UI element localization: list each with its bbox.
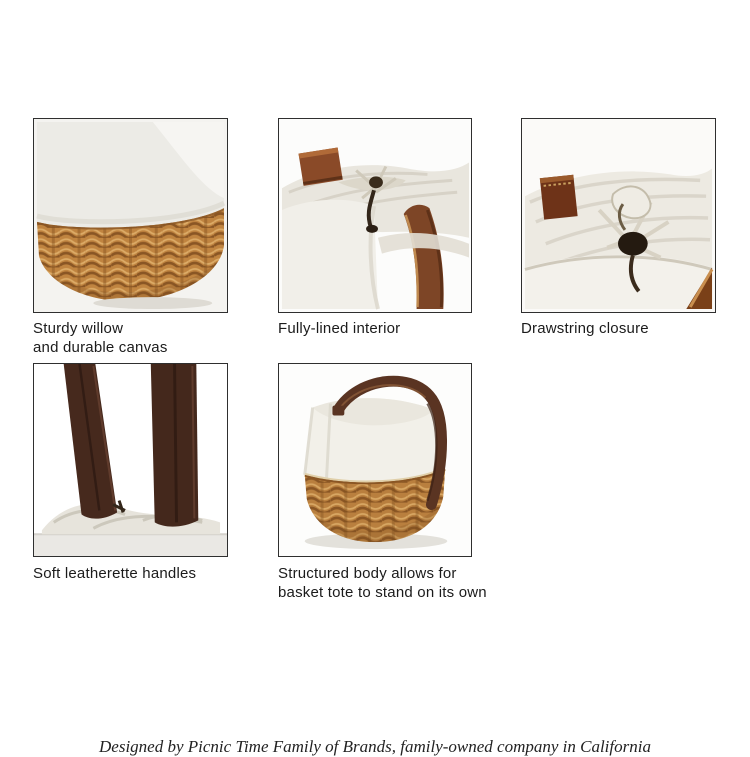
caption-leatherette-handles — [33, 565, 196, 584]
caption-structured-body — [278, 565, 487, 602]
caption-line: Sturdy willow — [33, 320, 124, 337]
feature-panel-leatherette-handles — [33, 363, 228, 557]
caption-willow-canvas — [33, 320, 168, 357]
feature-panel-willow-canvas — [33, 118, 228, 313]
photo-full-tote-standing-view — [279, 364, 471, 556]
photo-interior-lining-closeup — [279, 119, 471, 312]
caption-lined-interior — [278, 320, 400, 339]
caption-line: Structured body allows for — [278, 565, 457, 582]
caption-drawstring-closure — [521, 320, 649, 339]
caption-line: Drawstring closure — [521, 320, 649, 337]
photo-basket-corner-closeup — [34, 119, 227, 312]
caption-line: and durable canvas — [33, 338, 168, 356]
feature-panel-structured-body — [278, 363, 472, 557]
caption-line: basket tote to stand on its own — [278, 583, 487, 601]
feature-panel-lined-interior — [278, 118, 472, 313]
caption-line: Fully-lined interior — [278, 320, 401, 337]
feature-panel-drawstring-closure — [521, 118, 716, 313]
footer-tagline: Designed by Picnic Time Family of Brands, family-owned company in California — [99, 737, 651, 756]
photo-drawstring-knot-closeup — [522, 119, 715, 312]
photo-handle-straps-closeup — [34, 364, 227, 556]
caption-line: Soft leatherette handles — [33, 565, 197, 582]
